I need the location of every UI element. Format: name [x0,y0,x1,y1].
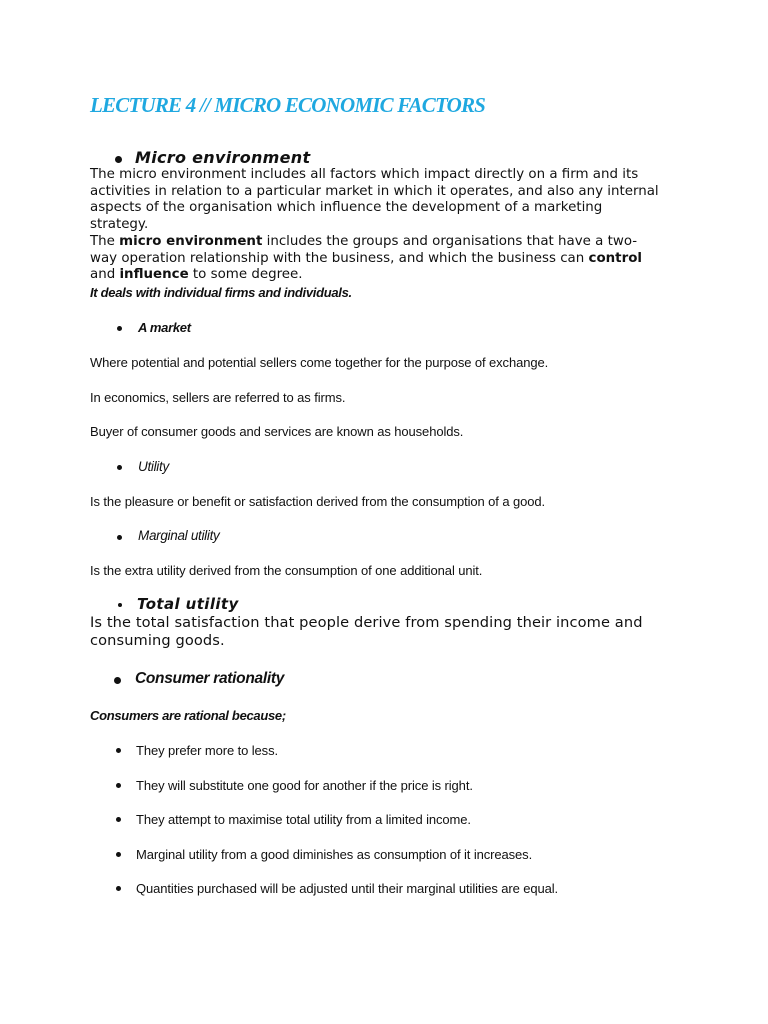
list-item: Marginal utility from a good diminishes as consumption of it increases. [136,847,533,862]
bullet-icon [116,852,121,857]
text-run: and [90,267,120,283]
paragraph-line: Is the total satisfaction that people derive from spending their income and [90,614,643,631]
page-title: LECTURE 4 // MICRO ECONOMIC FACTORS [90,93,486,117]
market-line: Buyer of consumer goods and services are known as households. [90,424,464,439]
list-item: They will substitute one good for another if the price is right. [136,778,473,793]
list-item: They prefer more to less. [136,743,278,758]
total-utility-definition [90,614,643,650]
market-line: Where potential and potential sellers come together for the purpose of exchange. [90,355,549,370]
bullet-icon [117,326,122,331]
marginal-utility-definition: Is the extra utility derived from the consumption of one additional unit. [90,563,483,578]
text-run: way operation relationship with the business, and which the business can [90,250,589,266]
text-run: to some degree. [188,267,303,283]
section-heading-total-utility: Total utility [137,595,239,613]
micro-environment-note: It deals with individual firms and individuals. [90,285,352,300]
utility-definition: Is the pleasure or benefit or satisfaction derived from the consumption of a good. [90,494,546,509]
section-heading-a-market: A market [138,320,191,335]
section-heading-utility: Utility [138,459,169,474]
market-line: In economics, sellers are referred to as firms. [90,390,346,405]
bold-term: micro environment [119,234,263,249]
list-item: Quantities purchased will be adjusted until their marginal utilities are equal. [136,881,559,896]
bullet-icon [116,783,121,788]
paragraph-line: aspects of the organisation which influence the development of a marketing [90,200,603,216]
text-run: includes the groups and organisations that have a two- [262,234,638,249]
micro-environment-paragraph-1 [90,167,659,233]
paragraph-line: The micro environment includes all factors which impact directly on a firm and its [90,167,639,182]
bullet-icon [115,156,122,163]
paragraph-line [90,234,642,251]
bullet-icon [116,817,121,822]
bullet-icon [117,535,122,540]
bold-term: influence [119,267,189,283]
paragraph-line [90,267,642,284]
paragraph-line: activities in relation to a particular market in which it operates, and also any internal [90,183,659,199]
bullet-icon [114,677,121,684]
bold-term: control [588,250,642,266]
section-heading-marginal-utility: Marginal utility [138,528,220,543]
list-item: They attempt to maximise total utility from a limited income. [136,812,471,827]
section-heading-consumer-rationality: Consumer rationality [135,670,285,687]
bullet-icon [118,603,122,607]
bullet-icon [117,465,122,470]
micro-environment-paragraph-2 [90,234,642,284]
section-heading-micro-environment: Micro environment [135,148,311,167]
text-run: The [90,234,120,249]
paragraph-line [90,251,642,268]
paragraph-line: consuming goods. [90,632,225,649]
consumer-rationality-intro: Consumers are rational because; [90,708,286,723]
bullet-icon [116,748,121,753]
paragraph-line: strategy. [90,216,149,232]
bullet-icon [116,886,121,891]
